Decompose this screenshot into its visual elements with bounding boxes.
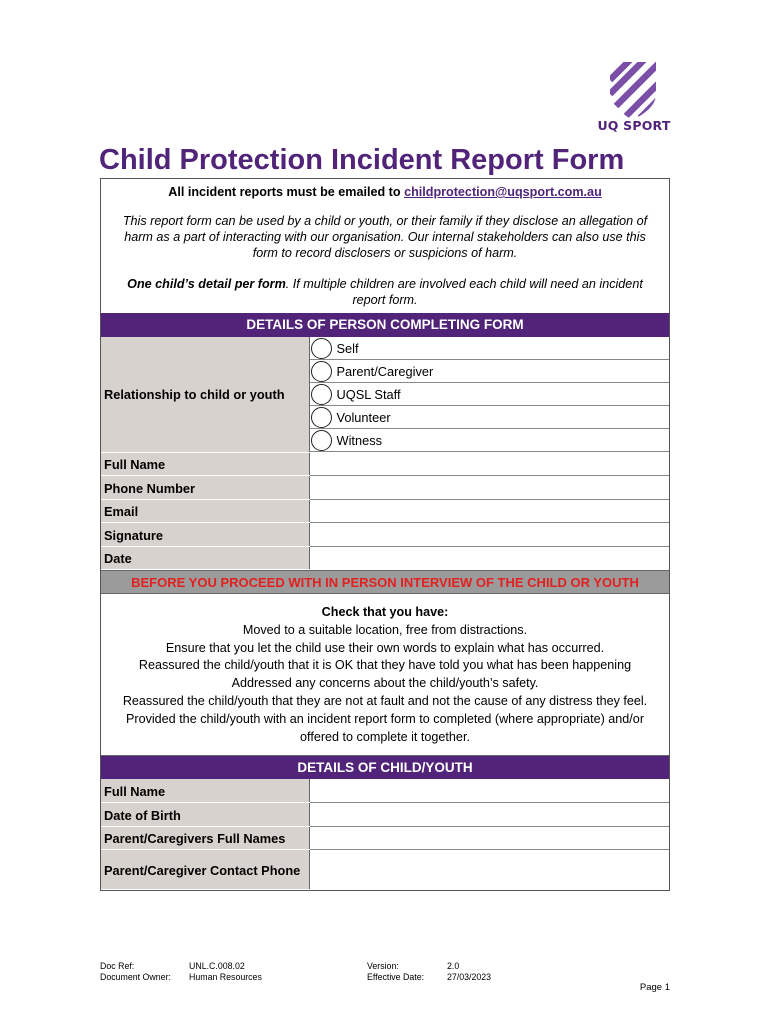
logo-wordmark: UQ SPORT (597, 118, 671, 133)
child-details-table (101, 779, 669, 890)
report-form (100, 178, 670, 891)
email-instruction (113, 184, 657, 200)
input-parent-phone[interactable] (309, 850, 669, 890)
email-link[interactable]: childprotection@uqsport.com.au (404, 185, 602, 199)
input-email[interactable] (309, 499, 669, 523)
radio-button[interactable] (311, 361, 332, 382)
one-child-note (113, 276, 657, 308)
one-child-note-bold: One child’s detail per form (127, 277, 286, 291)
option-self[interactable] (310, 337, 670, 360)
field-label-date: Date (101, 546, 309, 570)
input-date[interactable] (309, 546, 669, 570)
footer-values-right (447, 961, 491, 983)
input-parent-names[interactable] (309, 826, 669, 850)
warning-heading: BEFORE YOU PROCEED WITH IN PERSON INTERVIEW OF THE CHILD OR YOUTH (101, 570, 669, 594)
relationship-label: Relationship to child or youth (101, 337, 309, 452)
email-instruction-text: All incident reports must be emailed to (168, 185, 405, 199)
intro-paragraph: This report form can be used by a child or youth, or their family if they disclose an allegation of harm as a part of interacting with our organisation. Our internal stakeholders can also use this form to record disclosers or suspicions of harm. (122, 214, 648, 260)
checklist-item: Reassured the child/youth that they are not at fault and not the cause of any distress they feel. (122, 693, 648, 708)
option-label: Parent/Caregiver (336, 363, 434, 379)
checklist-item: Moved to a suitable location, free from distractions. (242, 622, 528, 637)
doc-ref-label: Doc Ref: (100, 961, 135, 971)
field-label-full-name: Full Name (101, 452, 309, 476)
version-value: 2.0 (447, 961, 460, 971)
footer-labels-left (100, 961, 171, 983)
field-label-parent-names: Parent/Caregivers Full Names (101, 826, 309, 850)
version-label: Version: (367, 961, 399, 971)
field-label-phone: Phone Number (101, 476, 309, 500)
radio-button[interactable] (311, 430, 332, 451)
page-title: Child Protection Incident Report Form (99, 144, 625, 176)
option-label: Witness (336, 432, 383, 448)
checklist-heading: Check that you have: (321, 605, 449, 619)
input-signature[interactable] (309, 523, 669, 547)
checklist-item: Ensure that you let the child use their own words to explain what has occurred. (165, 640, 605, 655)
option-label: UQSL Staff (336, 386, 401, 402)
option-label: Self (336, 340, 359, 356)
one-child-note-rest: . If multiple children are involved each child will need an incident report form. (285, 277, 643, 307)
radio-button[interactable] (311, 384, 332, 405)
checklist-item: Provided the child/youth with an incident report form to completed (where appropriate) and/or offered to complete it together. (125, 711, 645, 744)
option-volunteer[interactable] (310, 406, 670, 429)
field-label-child-full-name: Full Name (101, 779, 309, 803)
radio-button[interactable] (311, 407, 332, 428)
field-label-signature: Signature (101, 523, 309, 547)
footer-values-left (189, 961, 262, 983)
field-label-date-of-birth: Date of Birth (101, 803, 309, 827)
option-label: Volunteer (336, 409, 391, 425)
option-witness[interactable] (310, 429, 670, 452)
owner-value: Human Resources (189, 972, 262, 982)
page-number: Page 1 (639, 982, 670, 993)
option-uqsl-staff[interactable] (310, 383, 670, 406)
checklist-item: Reassured the child/youth that it is OK that they have told you what has been happening (138, 658, 632, 673)
effective-date-value: 27/03/2023 (447, 972, 492, 982)
person-details-table (101, 337, 669, 570)
input-date-of-birth[interactable] (309, 803, 669, 827)
input-full-name[interactable] (309, 452, 669, 476)
field-label-email: Email (101, 499, 309, 523)
owner-label: Document Owner: (100, 972, 171, 982)
checklist-block (101, 594, 669, 755)
input-child-full-name[interactable] (309, 779, 669, 803)
effective-date-label: Effective Date: (367, 972, 425, 982)
footer-labels-right (367, 961, 424, 983)
option-parent-caregiver[interactable] (310, 360, 670, 383)
intro-block (101, 179, 669, 313)
input-phone[interactable] (309, 476, 669, 500)
section-heading-child: DETAILS OF CHILD/YOUTH (101, 755, 669, 779)
doc-ref-value: UNL.C.008.02 (189, 961, 245, 971)
radio-button[interactable] (311, 338, 332, 359)
checklist-item: Addressed any concerns about the child/youth’s safety. (231, 676, 539, 691)
relationship-options (309, 337, 669, 452)
field-label-parent-phone: Parent/Caregiver Contact Phone (101, 850, 309, 890)
section-heading-person: DETAILS OF PERSON COMPLETING FORM (101, 313, 669, 337)
